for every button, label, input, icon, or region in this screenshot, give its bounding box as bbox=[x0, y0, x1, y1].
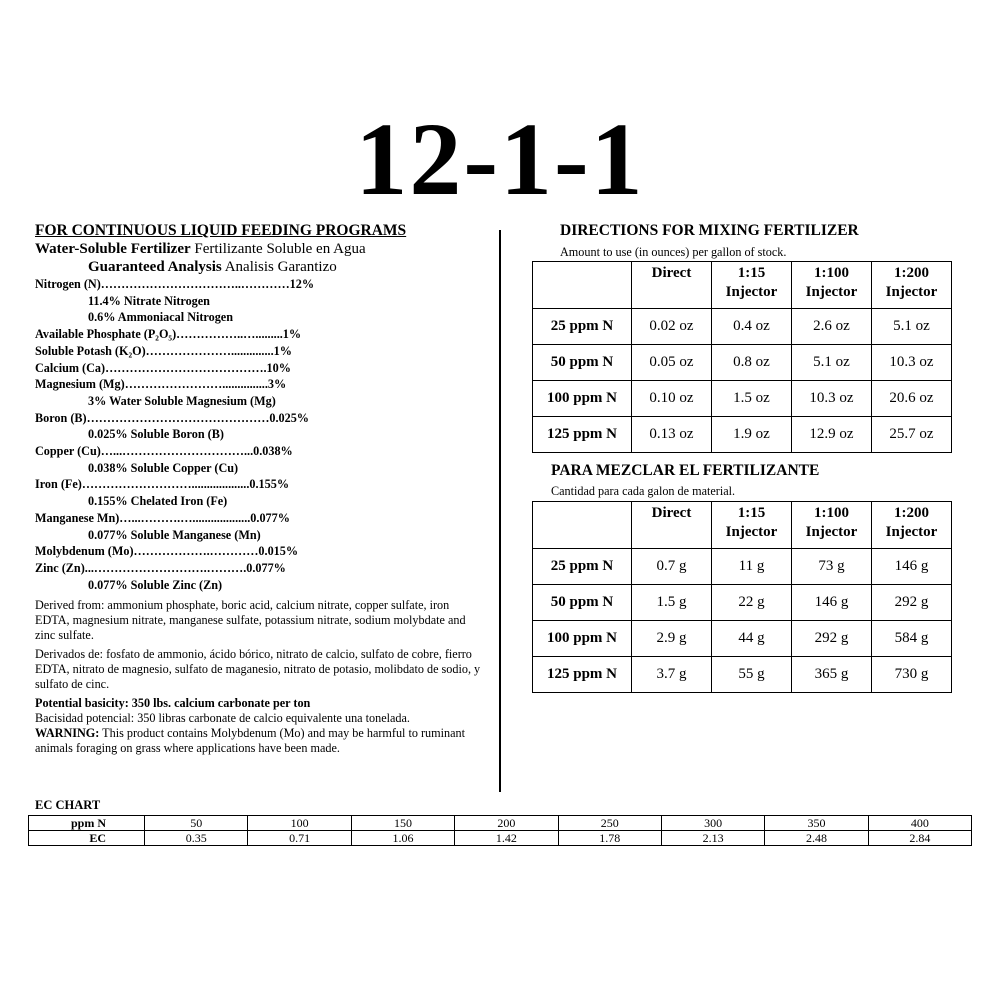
warning-text: This product contains Molybdenum (Mo) and may be harmful to ruminant animals foraging on grass where applications have been made. bbox=[35, 726, 466, 756]
nutrient-source-line: 3% Water Soluble Magnesium (Mg) bbox=[88, 393, 276, 408]
row-label: 125 ppm N bbox=[533, 657, 632, 693]
analysis-en: Guaranteed Analysis bbox=[88, 259, 222, 275]
table-cell: 20.6 oz bbox=[872, 381, 952, 417]
table-row bbox=[533, 657, 952, 693]
nutrient-line: Iron (Fe)………………………...................0.155% bbox=[35, 477, 290, 492]
table-cell: 12.9 oz bbox=[792, 417, 872, 453]
row-label: 50 ppm N bbox=[533, 345, 632, 381]
product-type-en: Water-Soluble Fertilizer bbox=[35, 241, 191, 257]
nutrient-line: Soluble Potash (K₂O)…………………..............1% bbox=[35, 343, 292, 358]
table-cell: 0.02 oz bbox=[632, 309, 712, 345]
table-cell: 0.13 oz bbox=[632, 417, 712, 453]
column-header bbox=[632, 502, 712, 549]
label-left-column bbox=[35, 222, 485, 756]
program-heading: FOR CONTINUOUS LIQUID FEEDING PROGRAMS bbox=[35, 222, 407, 239]
table-cell: 1.06 bbox=[351, 831, 454, 846]
table-cell: 1.42 bbox=[455, 831, 558, 846]
table-cell: 0.4 oz bbox=[712, 309, 792, 345]
table-cell: 292 g bbox=[792, 621, 872, 657]
table-cell: 11 g bbox=[712, 549, 792, 585]
nutrient-line: Boron (B)………………………………………0.025% bbox=[35, 410, 309, 425]
column-header-line2: Injector bbox=[805, 524, 858, 540]
table-cell: 146 g bbox=[872, 549, 952, 585]
nutrient-line: Molybdenum (Mo)……………….…………0.015% bbox=[35, 544, 299, 559]
table-cell: 350 bbox=[765, 816, 868, 831]
potential-basicity: Potential basicity: 350 lbs. calcium carbonate per ton bbox=[35, 696, 311, 711]
nutrient-line: Magnesium (Mg)……………………...............3% bbox=[35, 377, 287, 392]
para-mezclar-subtitle: Cantidad para cada galon de material. bbox=[551, 484, 736, 498]
column-header bbox=[872, 262, 952, 309]
table-cell: 1.5 oz bbox=[712, 381, 792, 417]
table-cell: 2.9 g bbox=[632, 621, 712, 657]
column-header bbox=[533, 502, 632, 549]
column-header-line2: Injector bbox=[885, 284, 938, 300]
table-cell: 1.5 g bbox=[632, 585, 712, 621]
table-cell: 2.6 oz bbox=[792, 309, 872, 345]
column-header-line1: 1:100 bbox=[814, 505, 849, 521]
derived-from: Derived from: ammonium phosphate, boric acid, calcium nitrate, copper sulfate, iron EDTA, magnesium nitrate, manganese sulfate, potassium nitrate, sodium molybdate and zinc sulfate. bbox=[35, 598, 466, 643]
nutrient-line: Available Phosphate (P₂O₅)……………..….........1% bbox=[35, 327, 302, 342]
table-header-row bbox=[533, 262, 952, 309]
nutrient-line: Manganese Mn)…...……….…...................0.077% bbox=[35, 510, 290, 525]
table-row bbox=[533, 621, 952, 657]
product-type bbox=[35, 240, 485, 258]
row-label: 50 ppm N bbox=[533, 585, 632, 621]
table-cell: 0.10 oz bbox=[632, 381, 712, 417]
table-cell: 730 g bbox=[872, 657, 952, 693]
column-divider bbox=[499, 230, 501, 792]
nutrient-line: Copper (Cu)…...…………………………...0.038% bbox=[35, 444, 293, 459]
row-label: 25 ppm N bbox=[533, 549, 632, 585]
table-row bbox=[533, 585, 952, 621]
row-label: 100 ppm N bbox=[533, 381, 632, 417]
analysis-es: Analisis Garantizo bbox=[221, 259, 337, 275]
table-cell: 146 g bbox=[792, 585, 872, 621]
table-cell: 3.7 g bbox=[632, 657, 712, 693]
table-cell: 44 g bbox=[712, 621, 792, 657]
table-cell: 292 g bbox=[872, 585, 952, 621]
table-cell: 400 bbox=[868, 816, 971, 831]
table-cell: 0.05 oz bbox=[632, 345, 712, 381]
nutrient-source-line: 0.155% Chelated Iron (Fe) bbox=[88, 494, 228, 509]
derivados-de: Derivados de: fosfato de ammonio, ácido bórico, nitrato de calcio, sulfato de cobre, fierro EDTA, nitrato de magnesio, sulfato de maganesio, nitrato de potasio, molibdato de sodio, y sulfato de cinc. bbox=[35, 647, 481, 692]
table-row bbox=[533, 549, 952, 585]
column-header-line1: 1:15 bbox=[737, 505, 766, 521]
nutrient-list bbox=[35, 276, 485, 593]
table-cell: 0.8 oz bbox=[712, 345, 792, 381]
table-cell: 55 g bbox=[712, 657, 792, 693]
table-cell: 73 g bbox=[792, 549, 872, 585]
directions-title: DIRECTIONS FOR MIXING FERTILIZER bbox=[560, 222, 859, 239]
column-header-line2: Injector bbox=[725, 284, 778, 300]
row-label: 125 ppm N bbox=[533, 417, 632, 453]
table-cell: 2.13 bbox=[661, 831, 764, 846]
column-header bbox=[632, 262, 712, 309]
column-header bbox=[872, 502, 952, 549]
column-header-line1: 1:200 bbox=[894, 505, 929, 521]
table-cell: 200 bbox=[455, 816, 558, 831]
table-cell: 150 bbox=[351, 816, 454, 831]
column-header-line2: Injector bbox=[725, 524, 778, 540]
table-cell: 5.1 oz bbox=[792, 345, 872, 381]
column-header bbox=[792, 502, 872, 549]
table-cell: 1.9 oz bbox=[712, 417, 792, 453]
para-mezclar-title: PARA MEZCLAR EL FERTILIZANTE bbox=[551, 462, 820, 479]
column-header bbox=[712, 502, 792, 549]
column-header bbox=[792, 262, 872, 309]
product-type-es: Fertilizante Soluble en Agua bbox=[190, 241, 366, 257]
ec-chart-title: EC CHART bbox=[35, 798, 101, 812]
table-cell: 0.35 bbox=[145, 831, 248, 846]
column-header bbox=[712, 262, 792, 309]
row-label: EC bbox=[29, 831, 145, 846]
table-row bbox=[533, 345, 952, 381]
table-cell: 584 g bbox=[872, 621, 952, 657]
table-cell: 1.78 bbox=[558, 831, 661, 846]
table-cell: 2.48 bbox=[765, 831, 868, 846]
guaranteed-analysis-heading bbox=[35, 258, 485, 276]
row-label: 25 ppm N bbox=[533, 309, 632, 345]
para-mezclar-table bbox=[532, 501, 952, 693]
column-header-line1: 1:200 bbox=[894, 265, 929, 281]
row-label: ppm N bbox=[29, 816, 145, 831]
table-cell: 50 bbox=[145, 816, 248, 831]
table-cell: 10.3 oz bbox=[792, 381, 872, 417]
ppm-row bbox=[29, 816, 972, 831]
table-cell: 2.84 bbox=[868, 831, 971, 846]
column-header-line2: Injector bbox=[885, 524, 938, 540]
product-title: 12-1-1 bbox=[355, 102, 645, 217]
table-cell: 5.1 oz bbox=[872, 309, 952, 345]
table-cell: 22 g bbox=[712, 585, 792, 621]
nutrient-line: Zinc (Zn)...……………………….……….0.077% bbox=[35, 560, 286, 575]
table-cell: 0.7 g bbox=[632, 549, 712, 585]
ec-chart-table bbox=[28, 815, 972, 846]
table-row bbox=[533, 309, 952, 345]
table-row bbox=[533, 417, 952, 453]
directions-table bbox=[532, 261, 952, 453]
table-cell: 100 bbox=[248, 816, 351, 831]
column-header-line1: Direct bbox=[651, 265, 692, 281]
nutrient-source-line: 0.077% Soluble Manganese (Mn) bbox=[88, 527, 261, 542]
nutrient-source-line: 0.077% Soluble Zinc (Zn) bbox=[88, 577, 223, 592]
warning-label: WARNING: bbox=[35, 726, 100, 741]
bacisidad-potencial: Bacisidad potencial: 350 libras carbonate de calcio equivalente una tonelada. bbox=[35, 711, 410, 726]
nutrient-line: Calcium (Ca)………………………………….10% bbox=[35, 360, 291, 375]
nutrient-source-line: 0.6% Ammoniacal Nitrogen bbox=[88, 310, 233, 325]
column-header bbox=[533, 262, 632, 309]
column-header-line1: 1:15 bbox=[737, 265, 766, 281]
column-header-line1: 1:100 bbox=[814, 265, 849, 281]
table-cell: 250 bbox=[558, 816, 661, 831]
nutrient-source-line: 0.038% Soluble Copper (Cu) bbox=[88, 460, 239, 475]
table-cell: 365 g bbox=[792, 657, 872, 693]
nutrient-line: Nitrogen (N)……………………………..…………12% bbox=[35, 277, 315, 291]
table-header-row bbox=[533, 502, 952, 549]
table-cell: 25.7 oz bbox=[872, 417, 952, 453]
nutrient-source-line: 0.025% Soluble Boron (B) bbox=[88, 427, 224, 442]
row-label: 100 ppm N bbox=[533, 621, 632, 657]
warning bbox=[35, 726, 485, 756]
table-cell: 0.71 bbox=[248, 831, 351, 846]
column-header-line1: Direct bbox=[651, 505, 692, 521]
table-row bbox=[533, 381, 952, 417]
table-cell: 300 bbox=[661, 816, 764, 831]
nutrient-source-line: 11.4% Nitrate Nitrogen bbox=[88, 293, 210, 308]
column-header-line2: Injector bbox=[805, 284, 858, 300]
ec-row bbox=[29, 831, 972, 846]
directions-subtitle: Amount to use (in ounces) per gallon of stock. bbox=[560, 245, 787, 259]
table-cell: 10.3 oz bbox=[872, 345, 952, 381]
